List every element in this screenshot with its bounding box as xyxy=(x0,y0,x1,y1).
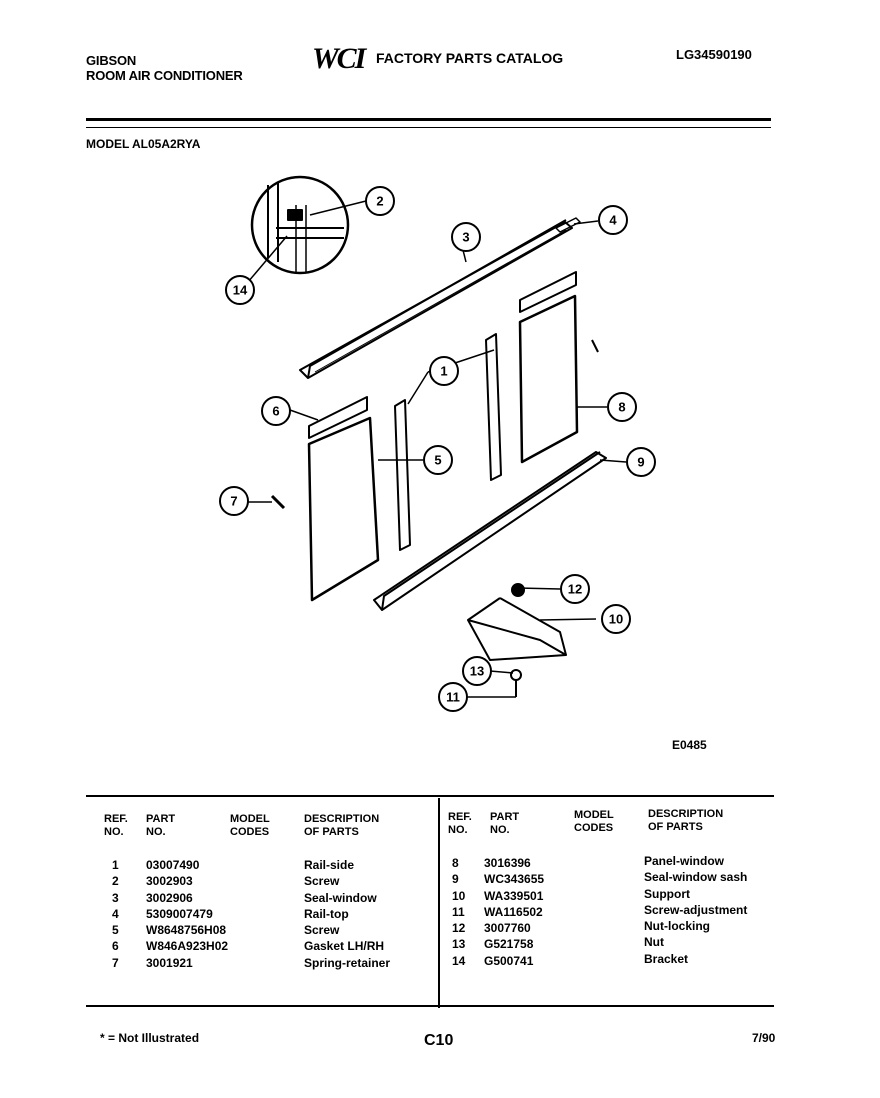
table-row: 11 xyxy=(452,904,465,919)
part-description: Nut-locking xyxy=(644,919,710,934)
part-number: 3001921 xyxy=(146,955,193,970)
part-number: WA339501 xyxy=(484,888,544,903)
part-number: G500741 xyxy=(484,953,534,968)
callout-2: 2 xyxy=(376,193,384,209)
table-row: 7 xyxy=(112,955,119,970)
part-description: Gasket LH/RH xyxy=(304,939,385,954)
part-description: Rail-side xyxy=(304,858,355,872)
callout-10: 10 xyxy=(608,611,624,627)
header-desc-right: DESCRIPTION OF PARTS xyxy=(648,808,724,833)
part-description: Spring-retainer xyxy=(304,955,391,970)
part-number: W8648756H08 xyxy=(146,923,227,938)
revision-date: 7/90 xyxy=(752,1031,776,1045)
detail-inset xyxy=(252,177,348,273)
part-number: 5309007479 xyxy=(146,906,213,921)
header-part-left: PART NO. xyxy=(146,813,176,838)
table-row: 13 xyxy=(452,937,466,952)
part-number: 3002906 xyxy=(146,890,193,905)
brand-name: GIBSON xyxy=(86,53,137,68)
part-description: Screw xyxy=(304,923,340,938)
part-description: Seal-window sash xyxy=(644,870,748,885)
right-part-column xyxy=(484,855,544,969)
part-number: 3007760 xyxy=(484,921,531,936)
header-model-right: MODEL CODES xyxy=(574,809,614,834)
table-row: 12 xyxy=(452,921,466,936)
model-label: MODEL AL05A2RYA xyxy=(86,137,201,151)
part-number: WC343655 xyxy=(484,872,545,887)
part-description: Screw xyxy=(304,874,340,889)
part-number: 03007490 xyxy=(146,858,200,872)
page-number: C10 xyxy=(424,1032,454,1049)
part-rail-side-left xyxy=(395,400,410,550)
right-desc-column xyxy=(644,853,747,967)
callout-14: 14 xyxy=(232,282,248,298)
callout-3: 3 xyxy=(462,229,470,245)
left-ref-column xyxy=(112,857,119,971)
callout-6: 6 xyxy=(272,403,280,419)
part-rail-side-right xyxy=(486,334,501,480)
part-description: Screw-adjustment xyxy=(644,902,748,917)
table-row: 3 xyxy=(112,890,119,905)
part-description: Rail-top xyxy=(304,906,349,921)
part-seal-window-top xyxy=(300,220,572,378)
callout-12: 12 xyxy=(567,581,583,597)
table-row: 4 xyxy=(112,906,119,921)
part-panel-window xyxy=(520,296,577,462)
right-ref-column xyxy=(452,855,465,969)
part-description: Nut xyxy=(644,935,664,950)
part-gasket-right xyxy=(520,272,576,312)
catalog-title: FACTORY PARTS CATALOG xyxy=(376,50,564,66)
part-support xyxy=(468,598,566,660)
callout-11: 11 xyxy=(446,689,460,705)
table-top-rule xyxy=(86,795,774,797)
part-number: 3002903 xyxy=(146,874,193,889)
table-column-divider xyxy=(438,798,440,1008)
callout-9: 9 xyxy=(637,454,645,470)
part-number: 3016396 xyxy=(484,856,531,870)
product-name: ROOM AIR CONDITIONER xyxy=(86,68,243,83)
callout-4: 4 xyxy=(609,212,617,228)
header-model-left: MODEL CODES xyxy=(230,813,270,838)
part-panel-left xyxy=(309,418,378,600)
left-part-column xyxy=(146,857,228,971)
table-row: 6 xyxy=(112,939,119,954)
header-ref-left: REF. NO. xyxy=(104,813,128,838)
callout-8: 8 xyxy=(618,399,626,415)
part-description: Panel-window xyxy=(644,854,725,868)
header-part-right: PART NO. xyxy=(490,811,520,836)
header-ref-right: REF. NO. xyxy=(448,811,472,836)
callout-5: 5 xyxy=(434,452,442,468)
table-bottom-rule xyxy=(86,1005,774,1007)
table-row: 5 xyxy=(112,923,119,938)
table-row: 10 xyxy=(452,888,466,903)
not-illustrated-note: * = Not Illustrated xyxy=(100,1031,200,1045)
table-row: 9 xyxy=(452,872,459,887)
figure-code: E0485 xyxy=(672,738,707,752)
callout-13: 13 xyxy=(469,663,485,679)
part-number: G521758 xyxy=(484,937,534,952)
table-row: 8 xyxy=(452,856,459,870)
header-desc-left: DESCRIPTION OF PARTS xyxy=(304,813,380,838)
doc-number: LG34590190 xyxy=(676,47,752,62)
part-number: W846A923H02 xyxy=(146,939,229,954)
table-row: 2 xyxy=(112,874,119,889)
callout-7: 7 xyxy=(230,493,238,509)
left-desc-column xyxy=(304,857,390,971)
table-row: 1 xyxy=(112,858,119,872)
part-description: Bracket xyxy=(644,951,689,966)
callout-1: 1 xyxy=(440,363,448,379)
part-number: WA116502 xyxy=(484,904,543,919)
part-description: Seal-window xyxy=(304,890,377,905)
part-description: Support xyxy=(644,886,690,901)
wci-logo: WCI xyxy=(312,42,365,75)
table-row: 14 xyxy=(452,953,466,968)
